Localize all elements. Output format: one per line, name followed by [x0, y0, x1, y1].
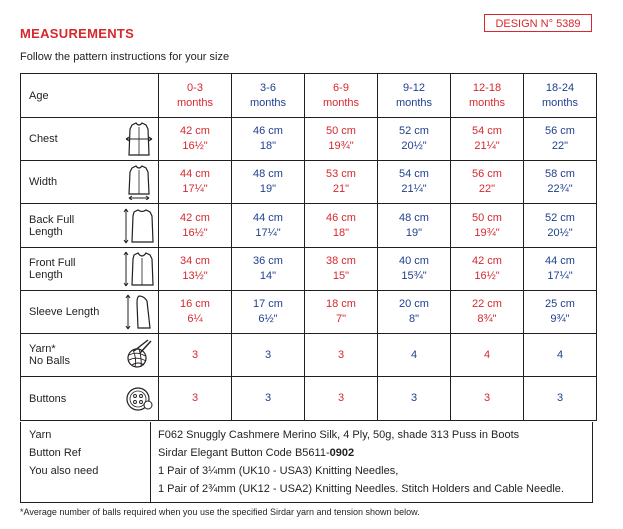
cell: 3	[524, 377, 597, 421]
cell: 56 cm 22"	[451, 161, 524, 204]
cell: 52 cm 20½"	[524, 204, 597, 248]
you-also-need-label: You also need	[29, 465, 99, 477]
cell: 4	[524, 334, 597, 377]
cell: 54 cm 21¼"	[378, 161, 451, 204]
sleeve-length-icon	[119, 291, 159, 334]
cell: 38 cm 15"	[305, 248, 378, 291]
cell: 42 cm 16½"	[159, 118, 232, 161]
cell: 3	[305, 334, 378, 377]
size-header: 6-9 months	[305, 74, 378, 118]
row-label: Chest	[21, 118, 120, 161]
cell: 50 cm 19¾"	[305, 118, 378, 161]
garment-width-icon	[119, 161, 159, 204]
table-header-row	[21, 74, 597, 118]
cell: 36 cm 14"	[232, 248, 305, 291]
row-label: Front Full Length	[21, 248, 120, 291]
cell: 42 cm 16½"	[159, 204, 232, 248]
table-row	[21, 161, 597, 204]
cell: 20 cm 8"	[378, 291, 451, 334]
yarn-value: F062 Snuggly Cashmere Merino Silk, 4 Ply, 50g, shade 313 Puss in Boots	[158, 429, 520, 441]
page-title: MEASUREMENTS	[20, 26, 135, 41]
size-header: 9-12 months	[378, 74, 451, 118]
materials-values	[150, 422, 592, 502]
button-icon	[119, 377, 159, 421]
materials-labels	[21, 422, 150, 502]
cell: 46 cm 18"	[232, 118, 305, 161]
cell: 4	[451, 334, 524, 377]
cell: 50 cm 19¾"	[451, 204, 524, 248]
row-label: Back Full Length	[21, 204, 120, 248]
cell: 52 cm 20½"	[378, 118, 451, 161]
cell: 3	[159, 334, 232, 377]
cell: 44 cm 17¼"	[232, 204, 305, 248]
age-header: Age	[21, 74, 159, 118]
cell: 3	[305, 377, 378, 421]
measurements-table	[20, 73, 597, 421]
cell: 56 cm 22"	[524, 118, 597, 161]
row-label: Yarn* No Balls	[21, 334, 120, 377]
cell: 17 cm 6½"	[232, 291, 305, 334]
cell: 3	[451, 377, 524, 421]
cell: 48 cm 19"	[378, 204, 451, 248]
cell: 16 cm 6¼	[159, 291, 232, 334]
needles-line-1: 1 Pair of 3¼mm (UK10 - USA3) Knitting Needles,	[158, 465, 399, 477]
design-number-badge: DESIGN N° 5389	[484, 14, 592, 32]
cell: 34 cm 13½"	[159, 248, 232, 291]
cell: 3	[378, 377, 451, 421]
materials-section	[20, 422, 593, 503]
button-ref-label: Button Ref	[29, 447, 81, 459]
cell: 54 cm 21¼"	[451, 118, 524, 161]
front-length-icon	[119, 248, 159, 291]
row-label: Width	[21, 161, 120, 204]
cell: 25 cm 9¾"	[524, 291, 597, 334]
size-header: 12-18 months	[451, 74, 524, 118]
cell: 58 cm 22¾"	[524, 161, 597, 204]
cell: 53 cm 21"	[305, 161, 378, 204]
yarn-ball-icon	[119, 334, 159, 377]
subtitle: Follow the pattern instructions for your size	[20, 51, 230, 63]
table-row	[21, 204, 597, 248]
table-row	[21, 377, 597, 421]
button-ref-value: Sirdar Elegant Button Code B5611-0902	[158, 447, 355, 459]
size-header: 0-3 months	[159, 74, 232, 118]
cell: 3	[232, 377, 305, 421]
cell: 42 cm 16½"	[451, 248, 524, 291]
cell: 44 cm 17¼"	[159, 161, 232, 204]
size-header: 18-24 months	[524, 74, 597, 118]
table-row	[21, 291, 597, 334]
cell: 3	[232, 334, 305, 377]
cell: 40 cm 15¾"	[378, 248, 451, 291]
back-length-icon	[119, 204, 159, 248]
cell: 44 cm 17¼"	[524, 248, 597, 291]
cell: 48 cm 19"	[232, 161, 305, 204]
cell: 4	[378, 334, 451, 377]
table-row	[21, 118, 597, 161]
cell: 22 cm 8¾"	[451, 291, 524, 334]
needles-line-2: 1 Pair of 2¾mm (UK12 - USA2) Knitting Needles. Stitch Holders and Cable Needle.	[158, 483, 564, 495]
cell: 46 cm 18"	[305, 204, 378, 248]
chest-width-icon	[119, 118, 159, 161]
row-label: Sleeve Length	[21, 291, 120, 334]
footnote: *Average number of balls required when you use the specified Sirdar yarn and tension shown below.	[20, 507, 420, 517]
cell: 3	[159, 377, 232, 421]
table-row	[21, 248, 597, 291]
cell: 18 cm 7"	[305, 291, 378, 334]
size-header: 3-6 months	[232, 74, 305, 118]
table-row	[21, 334, 597, 377]
row-label: Buttons	[21, 377, 120, 421]
yarn-label: Yarn	[29, 429, 52, 441]
